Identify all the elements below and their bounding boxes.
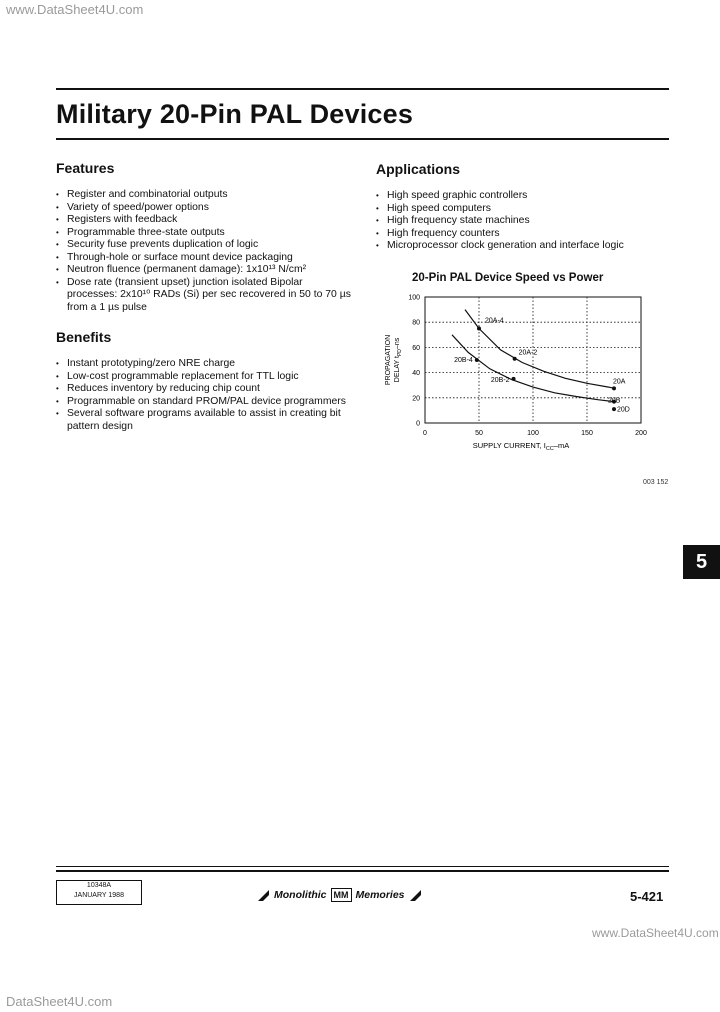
data-point	[477, 327, 481, 331]
logo-text-left: Monolithic	[274, 889, 327, 901]
applications-item: • Microprocessor clock generation and interface logic	[376, 240, 676, 253]
watermark-bottom[interactable]: DataSheet4U.com	[6, 994, 113, 1009]
applications-list	[376, 190, 676, 253]
benefits-item: • Reduces inventory by reducing chip count	[56, 383, 351, 396]
benefits-item: • Low-cost programmable replacement for TTL logic	[56, 371, 351, 384]
features-item: • Programmable three-state outputs	[56, 227, 351, 240]
x-tick-label: 100	[527, 430, 539, 437]
benefits-item: • Instant prototyping/zero NRE charge	[56, 358, 351, 371]
data-label: 20B-2	[490, 376, 510, 384]
title-rule	[56, 138, 669, 140]
x-tick-labels	[423, 430, 647, 437]
data-label: 20A-2	[518, 349, 538, 357]
x-tick-label: 50	[475, 430, 483, 437]
section-tab: 5	[683, 545, 720, 579]
speed-power-chart	[372, 288, 662, 458]
features-heading: Features	[56, 160, 115, 176]
y-tick-label: 80	[412, 319, 420, 327]
data-point	[513, 357, 517, 361]
watermark-lower-right[interactable]: www.DataSheet4U.com	[592, 926, 719, 940]
logo-text-right: Memories	[355, 889, 405, 901]
data-point	[612, 407, 616, 411]
document-number: 10348A	[86, 882, 112, 889]
y-tick-label: 40	[412, 370, 420, 378]
features-list	[56, 189, 351, 314]
footer-rule	[56, 870, 669, 872]
page-number: 5-421	[630, 889, 664, 904]
data-point	[512, 377, 516, 381]
y-tick-label: 20	[412, 395, 420, 403]
features-item: • Registers with feedback	[56, 214, 351, 227]
data-label: 20B-4	[454, 357, 473, 364]
y-tick-label: 60	[412, 344, 420, 352]
x-tick-label: 200	[635, 430, 647, 437]
page-title: Military 20-Pin PAL Devices	[56, 99, 414, 129]
y-axis-label-line1: PROPAGATION	[385, 334, 392, 386]
applications-item: • High frequency counters	[376, 228, 676, 241]
y-tick-labels	[408, 295, 420, 428]
logo-triangle-icon	[257, 889, 270, 902]
document-info-box	[56, 880, 142, 905]
data-label: 20A-4	[485, 317, 504, 325]
data-point	[612, 386, 616, 390]
document-date: JANUARY 1988	[74, 892, 124, 899]
chart-title: 20-Pin PAL Device Speed vs Power	[412, 272, 604, 284]
applications-item: • High speed graphic controllers	[376, 190, 676, 203]
footer-rule-thin	[56, 866, 669, 867]
features-item: • Register and combinatorial outputs	[56, 189, 351, 202]
top-rule	[56, 88, 669, 90]
data-label: 20A	[613, 378, 626, 386]
y-tick-label: 100	[408, 294, 420, 302]
features-item: • Neutron fluence (permanent damage): 1x10¹³ N/cm²	[56, 264, 351, 277]
benefits-list	[56, 358, 351, 433]
features-item: • Dose rate (transient upset) junction isolated Bipolar processes: 2x10¹⁰ RADs (Si) per sec recovered in 50 to 70 µs from a 1 µs pulse	[56, 277, 351, 315]
features-item: • Security fuse prevents duplication of logic	[56, 239, 351, 252]
benefits-heading: Benefits	[56, 329, 112, 345]
watermark-top[interactable]: www.DataSheet4U.com	[6, 2, 144, 17]
figure-number: 003 152	[643, 479, 669, 486]
y-axis-label-line2: DELAY $t_{PD}-ns$	[394, 337, 403, 383]
benefits-item: • Programmable on standard PROM/PAL device programmers	[56, 396, 351, 409]
company-logo	[257, 887, 422, 903]
applications-heading: Applications	[376, 161, 461, 177]
x-tick-label: 0	[423, 430, 427, 437]
y-tick-label: 0	[416, 420, 420, 428]
applications-item: • High frequency state machines	[376, 215, 676, 228]
benefits-item: • Several software programs available to assist in creating bit pattern design	[56, 408, 351, 433]
features-item: • Through-hole or surface mount device packaging	[56, 252, 351, 265]
applications-item: • High speed computers	[376, 203, 676, 216]
features-item: • Variety of speed/power options	[56, 202, 351, 215]
chart-points	[454, 318, 630, 414]
logo-mark: MM	[331, 888, 352, 902]
x-tick-label: 150	[581, 430, 593, 437]
logo-triangle-icon	[409, 889, 422, 902]
data-point	[475, 358, 479, 362]
x-axis-label: SUPPLY CURRENT, $I_{CC}-mA$	[472, 441, 570, 452]
data-label: 20B	[608, 397, 621, 405]
data-label: 20D	[617, 406, 630, 414]
